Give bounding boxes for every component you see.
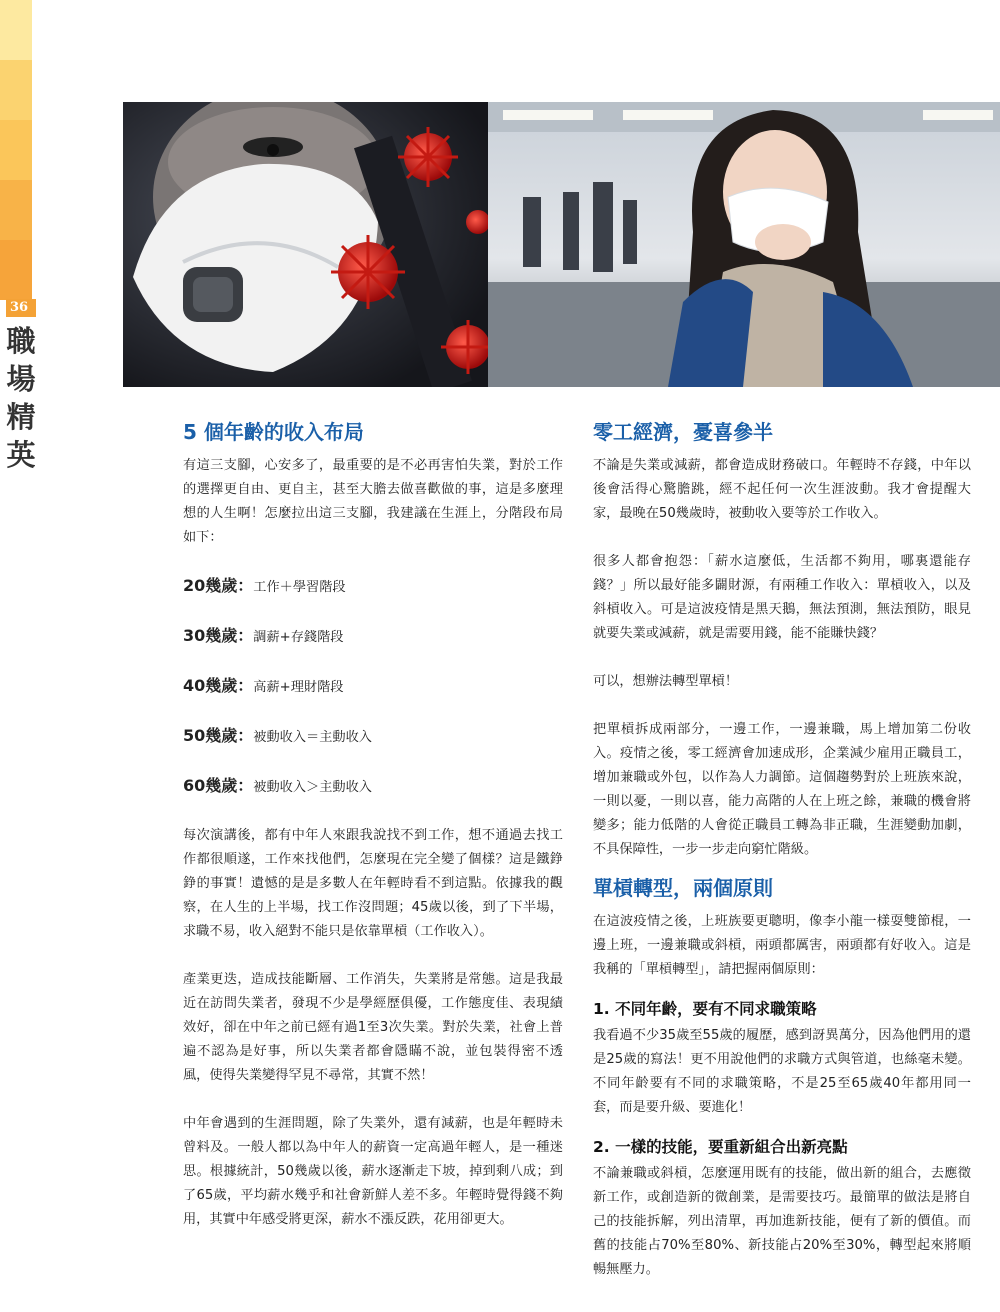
subheading: 2. 一樣的技能，要重新組合出新亮點: [593, 1138, 848, 1156]
paragraph: 把單槓拆成兩部分，一邊工作，一邊兼職，馬上增加第二份收入。疫情之後，零工經濟會加速成形，企業減少雇用正職員工，增加兼職或外包，以作為人力調節。這個趨勢對於上班族來說，一則以憂，一則以喜，能力高階的人在上班之餘，兼職的機會將變多；能力低階的人會從正職員工轉為非正職，生涯變動加劇，不具保障性，一步一步走向窮忙階級。: [593, 722, 971, 857]
age-plan-text: 被動收入＞主動收入: [253, 780, 372, 795]
age-plan-item: [183, 774, 563, 800]
paragraph: 有這三支腳，心安多了，最重要的是不必再害怕失業，對於工作的選擇更自由、更自主，甚至大膽去做喜歡做的事，這是多麼理想的人生啊！怎麼拉出這三支腳，我建議在生涯上，分階段布局如下：: [183, 458, 563, 545]
age-label: 60幾歲：: [183, 776, 254, 795]
paragraph: 不論兼職或斜槓，怎麼運用既有的技能，做出新的組合，去應徵新工作，或創造新的微創業，是需要技巧。最簡單的做法是將自己的技能拆解，列出清單，再加進新技能，便有了新的價值。而舊的技能占70%至80%、新技能占20%至30%，轉型起來將順暢無壓力。: [593, 1166, 971, 1277]
paragraph: 在這波疫情之後，上班族要更聰明，像李小龍一樣耍雙節棍，一邊上班，一邊兼職或斜槓，兩頭都厲害，兩頭都有好收入。這是我稱的「單槓轉型」，請把握兩個原則：: [593, 914, 971, 977]
left-column: [183, 418, 563, 1232]
age-plan-text: 高薪+理財階段: [253, 680, 344, 695]
age-plan-item: [183, 724, 563, 750]
paragraph: 我看過不少35歲至55歲的履歷，感到訝異萬分，因為他們用的還是25歲的寫法！更不用說他們的求職方式與管道，也絲毫未變。不同年齡要有不同的求職策略，不是25至65歲40年都用同一套，而是要升級、要進化！: [593, 1028, 971, 1115]
age-plan-item: [183, 574, 563, 600]
woman-with-face-mask-coughing-in-train-station: [488, 102, 1000, 387]
paragraph: 產業更迭，造成技能斷層、工作消失，失業將是常態。這是我最近在訪問失業者，發現不少是學經歷俱優，工作態度佳、表現績效好，卻在中年之前已經有過1至3次失業。對於失業，社會上普遍不認為是好事，所以失業者都會隱瞞不說，並包裝得密不透風，使得失業變得罕見不尋常，其實不然！: [183, 972, 563, 1083]
section-heading: 單槓轉型，兩個原則: [593, 876, 773, 900]
paragraph: 可以，想辦法轉型單槓！: [593, 674, 739, 689]
hero-image: [123, 102, 1000, 387]
paragraph: 每次演講後，都有中年人來跟我說找不到工作，想不通過去找工作都很順遂，工作來找他們，怎麼現在完全變了個樣？這是鐵錚錚的事實！遺憾的是是多數人在年輕時看不到這點。依據我的觀察，在人生的上半場，找工作沒問題；45歲以後，到了下半場，求職不易，收入絕對不能只是依靠單槓（工作收入）。: [183, 828, 563, 939]
section-heading: 零工經濟，憂喜參半: [593, 420, 773, 444]
subheading: 1. 不同年齡，要有不同求職策略: [593, 1000, 817, 1018]
age-label: 30幾歲：: [183, 626, 254, 645]
age-label: 40幾歲：: [183, 676, 254, 695]
man-with-respirator-mask-and-virus-particles: [123, 102, 495, 387]
age-plan-item: [183, 674, 563, 700]
paragraph: 很多人都會抱怨：「薪水這麼低，生活都不夠用，哪裏還能存錢？」所以最好能多闢財源，有兩種工作收入：單槓收入，以及斜槓收入。可是這波疫情是黑天鵝，無法預測，無法預防，眼見就要失業或減薪，就是需要用錢，能不能賺快錢？: [593, 554, 971, 641]
page-number: 36: [6, 299, 36, 317]
tab-segment: [0, 120, 32, 180]
age-plan-item: [183, 624, 563, 650]
paragraph: 中年會遇到的生涯問題，除了失業外，還有減薪，也是年輕時未曾料及。一般人都以為中年人的薪資一定高過年輕人，是一種迷思。根據統計，50幾歲以後，薪水逐漸走下坡，掉到剩八成；到了65歲，平均薪水幾乎和社會新鮮人差不多。年輕時覺得錢不夠用，其實中年感受將更深，薪水不漲反跌，花用卻更大。: [183, 1116, 563, 1227]
tab-segment: [0, 240, 32, 300]
paragraph: 不論是失業或減薪，都會造成財務破口。年輕時不存錢，中年以後會活得心驚膽跳，經不起任何一次生涯波動。我才會提醒大家，最晚在50幾歲時，被動收入要等於工作收入。: [593, 458, 971, 521]
tab-segment: [0, 180, 32, 240]
section-title: 職場精英: [6, 324, 36, 472]
age-label: 50幾歲：: [183, 726, 254, 745]
age-plan-text: 工作＋學習階段: [253, 580, 346, 595]
sidebar-color-tab: [0, 0, 32, 300]
age-plan-text: 被動收入＝主動收入: [253, 730, 372, 745]
age-plan-text: 調薪+存錢階段: [253, 630, 344, 645]
tab-segment: [0, 0, 32, 60]
section-heading: 5 個年齡的收入布局: [183, 420, 364, 444]
tab-segment: [0, 60, 32, 120]
right-column: [593, 418, 971, 1282]
age-label: 20幾歲：: [183, 576, 254, 595]
